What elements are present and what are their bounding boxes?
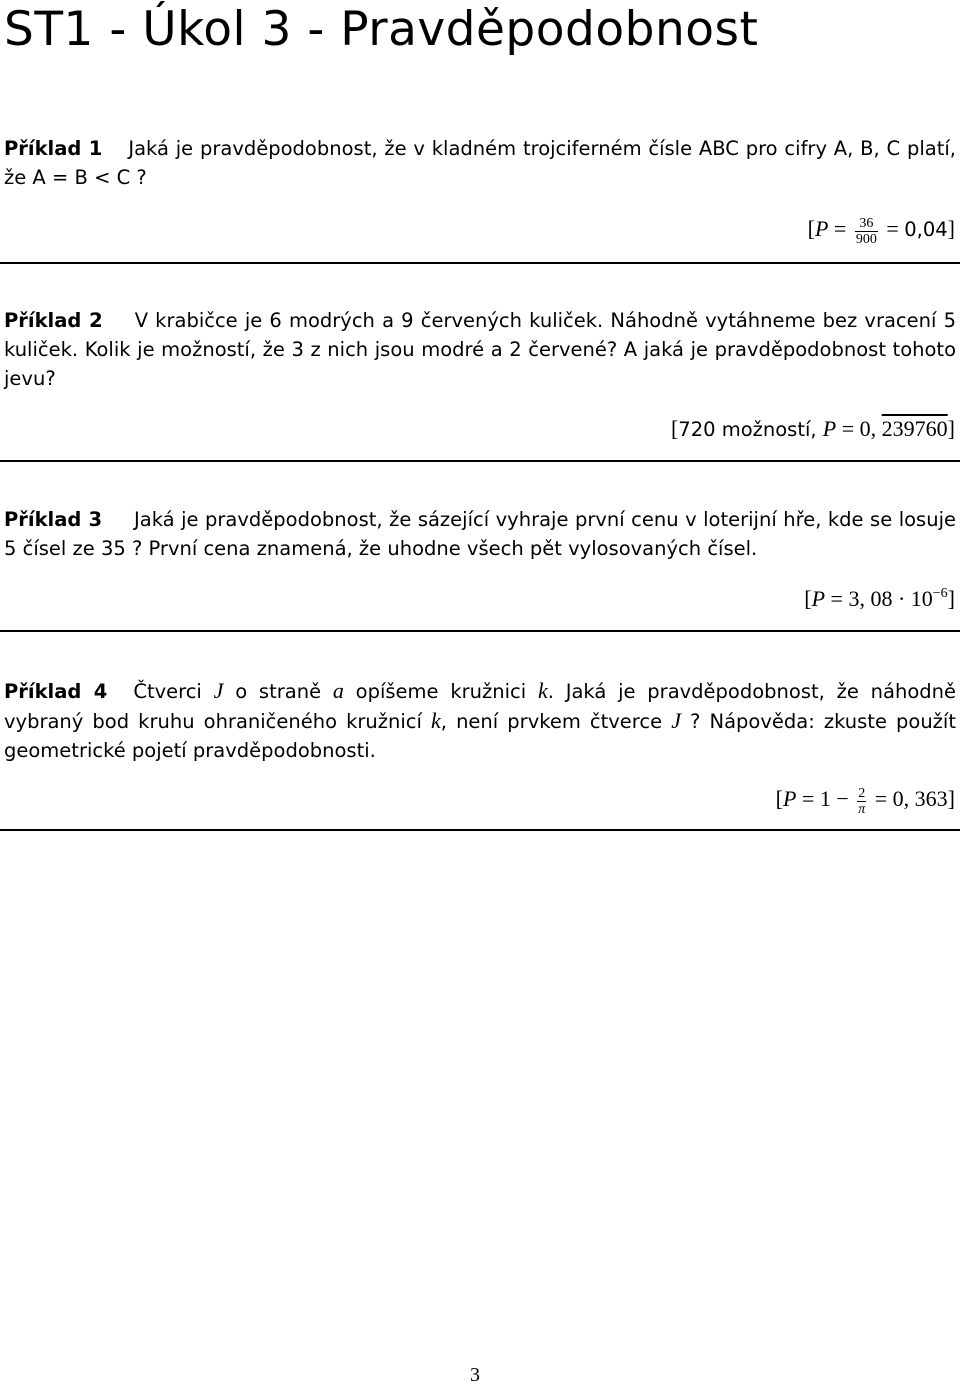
separator-rule [0,262,960,264]
bracket-open: [ [807,216,815,242]
problem-text: V krabičce je 6 modrých a 9 červených kuliček. Náhodně vytáhneme bez vracení 5 kuliček. Kolik je možností, že 3 z nich jsou modré a 2 červené? A jaká je pravděpodobnost tohoto jevu? [4,309,956,390]
answer-count: 720 možností, [678,418,823,441]
math-variable: k [537,678,548,703]
math-variable: J [671,708,681,733]
problem-3 [4,505,956,563]
problem-text: opíšeme kružnici [343,680,538,703]
answer-variable: P [822,416,837,441]
page-number: 3 [470,1364,480,1386]
bracket-open: [ [670,416,679,441]
fraction-numerator: 2 [858,786,866,801]
math-variable: a [332,678,344,703]
answer-variable: P [782,786,797,812]
bracket-close: ] [947,216,955,242]
equals-sign: = [828,216,852,242]
answer-value: = 0, 363 [869,786,948,812]
separator-rule [0,829,960,831]
fraction-denominator: 900 [855,232,877,247]
problem-text: Jaká je pravděpodobnost, že v kladném trojciferném čísle ABC pro cifry A, B, C platí, že A = B < C ? [4,137,956,189]
problem-text: o straně [223,680,333,703]
equals-sign: = 1 − [796,786,855,812]
separator-rule [0,630,960,632]
bracket-close: ] [947,416,955,441]
answer-fraction [857,786,866,817]
separator-rule [0,460,960,462]
bracket-close: ] [947,786,955,812]
problem-label: Příklad 2 [4,309,103,332]
fraction-denominator: π [858,802,866,817]
problem-label: Příklad 4 [4,680,108,703]
problem-label: Příklad 1 [4,137,103,160]
answer-4 [776,786,955,817]
problem-text: , není prvkem čtverce [440,710,672,733]
answer-fraction [855,216,878,247]
problem-1 [4,134,956,192]
problem-2 [4,306,956,393]
page-title: ST1 - Úkol 3 - Pravděpodobnost [4,2,759,57]
equals-sign: = [880,216,905,242]
answer-value: 0,04 [904,218,948,242]
math-variable: J [213,678,224,703]
bracket-open: [ [775,786,783,812]
problem-label: Příklad 3 [4,508,103,531]
bracket-close: ] [947,586,955,611]
math-variable: k [431,708,441,733]
problem-4 [4,676,956,765]
problem-text: ? Nápověda: zkuste použít geometrické pojetí pravděpodobnosti. [4,710,956,762]
answer-2 [671,416,955,442]
equals-sign: = [836,416,860,441]
answer-variable: P [811,586,826,611]
problem-text: Čtverci [133,680,214,703]
answer-exponent: −6 [932,586,948,601]
answer-variable: P [814,216,829,242]
answer-3 [804,586,955,612]
answer-1 [808,216,955,247]
bracket-open: [ [804,586,812,611]
equals-sign: = [825,586,849,611]
problem-text: Jaká je pravděpodobnost, že sázející vyhraje první cenu v loterijní hře, kde se losuje 5 čísel ze 35 ? První cena znamená, že uhodne všech pět vylosovaných čísel. [4,508,956,560]
fraction-numerator: 36 [855,216,878,232]
answer-mantissa: 3, 08 · 10 [848,586,933,611]
problem-text: . Jaká je pravděpodobnost, že náhodně vybraný bod kruhu ohraničeného kružnicí [4,680,956,733]
answer-integer-part: 0, [859,416,882,441]
answer-repeating-digits: 239760 [881,416,948,441]
